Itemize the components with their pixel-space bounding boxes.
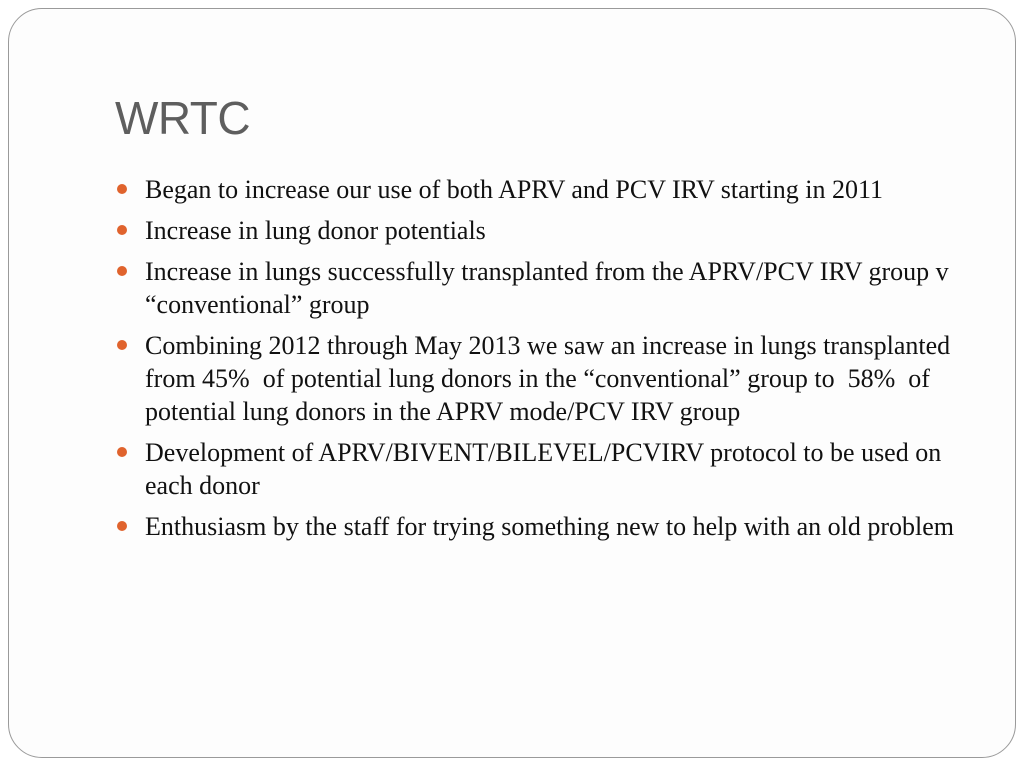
bullet-text: Development of APRV/BIVENT/BILEVEL/PCVIRV protocol to be used on each donor [145,438,942,500]
bullet-text: Enthusiasm by the staff for trying something new to help with an old problem [145,512,955,541]
bullet-dot-icon [117,521,127,531]
bullet-dot-icon [117,184,127,194]
bullet-item [115,329,955,428]
bullet-dot-icon [117,447,127,457]
bullet-text: Increase in lung donor potentials [145,216,486,245]
bullet-item [115,173,955,206]
bullet-item [115,510,955,543]
bullet-dot-icon [117,266,127,276]
bullet-dot-icon [117,225,127,235]
bullet-text: Combining 2012 through May 2013 we saw an increase in lungs transplanted from 45% of potential lung donors in the “conventional” group to 58% of potential lung donors in the APRV mode/PCV IRV group [145,331,957,426]
bullet-dot-icon [117,340,127,350]
bullet-item [115,214,955,247]
slide [8,8,1016,758]
bullet-item [115,436,955,502]
bullet-list [115,173,955,551]
bullet-text: Began to increase our use of both APRV and PCV IRV starting in 2011 [145,175,883,204]
bullet-text: Increase in lungs successfully transplanted from the APRV/PCV IRV group v “conventional” group [145,257,949,319]
bullet-item [115,255,955,321]
slide-title: WRTC [115,92,251,144]
